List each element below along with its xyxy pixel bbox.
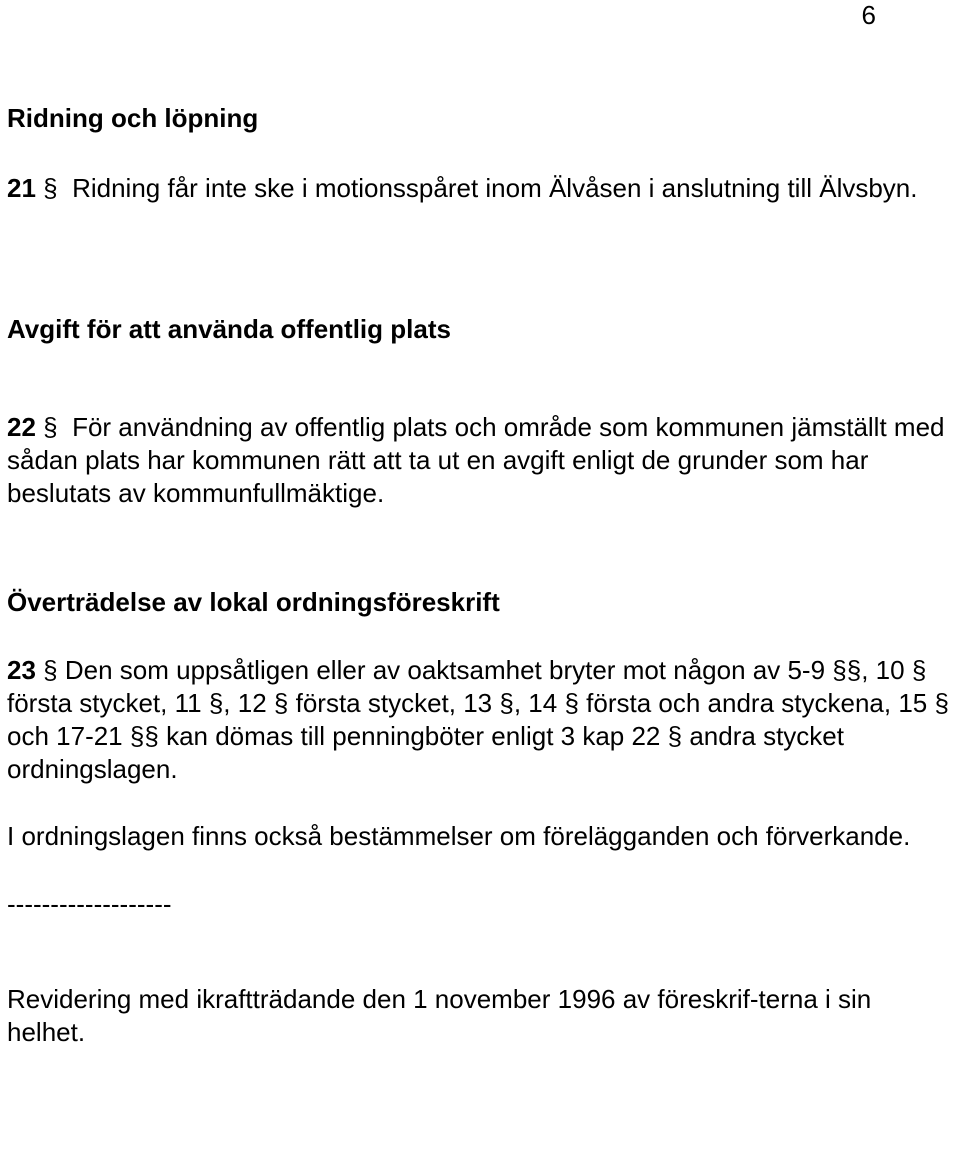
section-heading-avgift: Avgift för att använda offentlig plats: [7, 314, 451, 344]
paragraph-text: Den som uppsåtligen eller av oaktsamhet bryter mot någon av 5-9: [64, 655, 826, 685]
section-sign-icon: §: [208, 688, 224, 718]
section-sign-icon: §: [667, 721, 683, 751]
section-heading-ridning: Ridning och löpning: [7, 103, 259, 133]
section-number: 22: [7, 412, 36, 442]
paragraph-text: första stycket, 13: [295, 688, 493, 718]
paragraph-text: , 14: [513, 688, 558, 718]
divider: -------------------: [7, 889, 172, 919]
section-heading-overtradelse: Överträdelse av lokal ordningsföreskrift: [7, 587, 500, 617]
section-sign-icon: §: [273, 688, 289, 718]
section-number: 23: [7, 655, 36, 685]
section-sign-icon: §: [129, 721, 145, 751]
paragraph-text: För användning av offentlig plats och område som kommunen jämställt med sådan plats har kommunen rätt att ta ut en avgift enligt de grunder som har beslutats av kommunfullmäktige.: [7, 412, 945, 508]
section-sign-icon: §: [43, 412, 58, 442]
paragraph-21: [7, 172, 957, 205]
section-sign-icon: §: [911, 655, 927, 685]
paragraph-23: [7, 654, 957, 786]
paragraph-text: , 12: [223, 688, 267, 718]
section-sign-icon: §: [832, 655, 847, 685]
document-body: [7, 100, 957, 1049]
section-sign-icon: §: [43, 655, 58, 685]
page-number: 6: [861, 0, 876, 30]
paragraph-text: , 10: [861, 655, 905, 685]
section-sign-icon: §: [499, 688, 514, 718]
revision-note: Revidering med ikraftträdande den 1 november 1996 av föreskrif-terna i sin helhet.: [7, 984, 872, 1047]
paragraph-text: kan dömas till penningböter enligt 3 kap 22: [166, 721, 661, 751]
paragraph-text: första stycket, 11: [7, 688, 202, 718]
section-sign-icon: §: [934, 688, 949, 718]
paragraph-text: och 17-21: [7, 721, 123, 751]
section-number: 21: [7, 173, 36, 203]
paragraph-text: andra stycket ordningslagen.: [7, 721, 844, 784]
section-sign-icon: §: [564, 688, 579, 718]
paragraph-text: Ridning får inte ske i motionsspåret inom Älvåsen i anslutning till Älvsbyn.: [72, 173, 918, 203]
section-sign-icon: §: [846, 655, 862, 685]
paragraph-22: [7, 411, 957, 510]
paragraph-text: första och andra styckena, 15: [586, 688, 928, 718]
paragraph-ordningslagen: I ordningslagen finns också bestämmelser om förelägganden och förverkande.: [7, 821, 911, 851]
section-sign-icon: §: [43, 173, 58, 203]
section-sign-icon: §: [144, 721, 159, 751]
